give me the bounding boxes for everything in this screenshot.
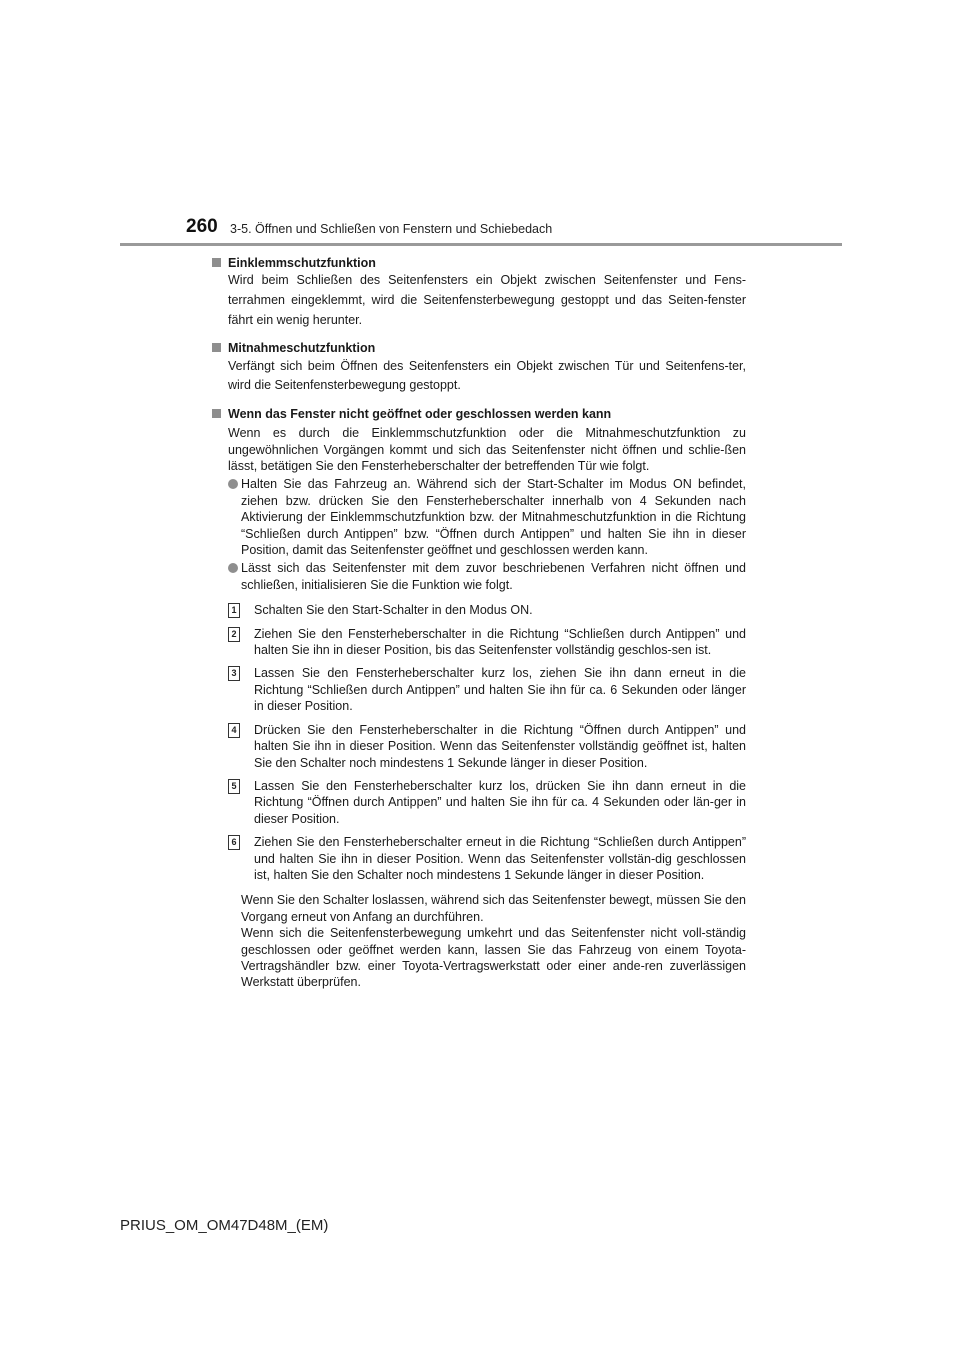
circle-bullet-icon [228,563,238,573]
step-list [210,602,746,883]
step-item [210,722,746,771]
step-number-icon: 4 [228,723,240,738]
page-number: 260 [186,216,218,237]
section-heading [210,406,746,422]
section-text: Wenn es durch die Einklemmschutzfunktion oder die Mitnahmeschutzfunktion zu ungewöhnlichen Vorgängen kommt und sich das Seitenfenster nicht öffnen und schlie-ßen lässt, betätigen Sie den Fensterheberschalter der betreffenden Tür wie folgt. [228,426,746,473]
list-item [210,476,746,558]
page-content [210,255,746,991]
list-item-text: Lässt sich das Seitenfenster mit dem zuvor beschriebenen Verfahren nicht öffnen und schließen, initialisieren Sie die Funktion wie folgt. [241,561,746,592]
step-number-icon: 2 [228,627,240,642]
step-number-icon: 1 [228,603,240,618]
list-item [210,560,746,593]
closing-note-text: Wenn sich die Seitenfensterbewegung umkehrt und das Seitenfenster nicht voll-ständig geschlossen oder geöffnet werden kann, lassen Sie das Fahrzeug von einem Toyota-Vertragshändler bzw. einer Toyota-Vertragswerkstatt oder einer ande-ren zuverlässigen Werkstatt überprüfen. [241,926,746,990]
step-text: Ziehen Sie den Fensterheberschalter in die Richtung “Schließen durch Antippen” und halten Sie ihn in dieser Position, bis das Seitenfenster vollständig geschlos-sen ist. [254,626,746,658]
section-text: Verfängt sich beim Öffnen des Seitenfensters ein Objekt zwischen Tür und Seitenfens-ter, wird die Seitenfensterbewegung gestoppt. [228,358,746,393]
section-heading [210,255,746,271]
list-item-text: Halten Sie das Fahrzeug an. Während sich der Start-Schalter im Modus ON befindet, ziehen bzw. drücken Sie den Fensterheberschalter innerhalb von 4 Sekunden nach Aktivierung der Einklemmschutzfunktion bzw. der Mitnahmeschutzfunktion in die Richtung “Schließen durch Antippen” bzw. “Öffnen durch Antippen” und halten Sie ihn in dieser Position, damit das Seitenfenster geöffnet und geschlossen werden kann. [241,477,746,558]
chapter-title: 3-5. Öffnen und Schließen von Fenstern und Schiebedach [230,222,553,236]
step-number-icon: 5 [228,779,240,794]
closing-note [210,892,746,990]
square-bullet-icon [212,343,221,352]
step-text: Schalten Sie den Start-Schalter in den Modus ON. [254,603,533,618]
section-heading [210,340,746,356]
square-bullet-icon [212,409,221,418]
document-id: PRIUS_OM_OM47D48M_(EM) [120,1217,329,1234]
step-item [210,602,746,618]
step-text: Ziehen Sie den Fensterheberschalter erneut in die Richtung “Schließen durch Antippen” und halten Sie ihn in dieser Position. Wenn das Seitenfenster vollstän-dig geschlossen ist, halten Sie den Schalter noch mindestens 1 Sekunde länger in dieser Position. [254,835,746,882]
header-divider [120,243,842,246]
section-heading-text: Einklemmschutzfunktion [228,256,376,270]
section-text: Wird beim Schließen des Seitenfensters ein Objekt zwischen Seitenfenster und Fens-terrahmen eingeklemmt, wird die Seitenfensterbewegung gestoppt und das Seiten-fenster fährt ein wenig herunter. [228,273,746,327]
step-item [210,665,746,714]
closing-note-text: Wenn Sie den Schalter loslassen, während sich das Seitenfenster bewegt, müssen Sie den Vorgang erneut von Anfang an durchführen. [241,893,746,924]
step-number-icon: 3 [228,666,240,681]
section-heading-text: Wenn das Fenster nicht geöffnet oder geschlossen werden kann [228,406,612,421]
section-heading-text: Mitnahmeschutzfunktion [228,341,376,356]
step-item [210,626,746,659]
step-item [210,778,746,827]
step-item [210,834,746,883]
square-bullet-icon [212,258,221,267]
circle-bullet-icon [228,479,238,489]
step-number-icon: 6 [228,835,240,850]
step-text: Lassen Sie den Fensterheberschalter kurz los, drücken Sie ihn dann erneut in die Richtung “Öffnen durch Antippen” und halten Sie ihn für ca. 4 Sekunden oder län-ger in dieser Position. [254,778,746,826]
step-text: Lassen Sie den Fensterheberschalter kurz los, ziehen Sie ihn dann erneut in die Richtung “Schließen durch Antippen” und halten Sie ihn für ca. 6 Sekunden oder länger in dieser Position. [254,666,746,714]
step-text: Drücken Sie den Fensterheberschalter in die Richtung “Öffnen durch Antippen” und halten Sie ihn in dieser Position. Wenn das Seitenfenster vollständig geöffnet ist, halten Sie den Schalter noch mindestens 1 Sekunde länger in dieser Position. [254,722,746,770]
